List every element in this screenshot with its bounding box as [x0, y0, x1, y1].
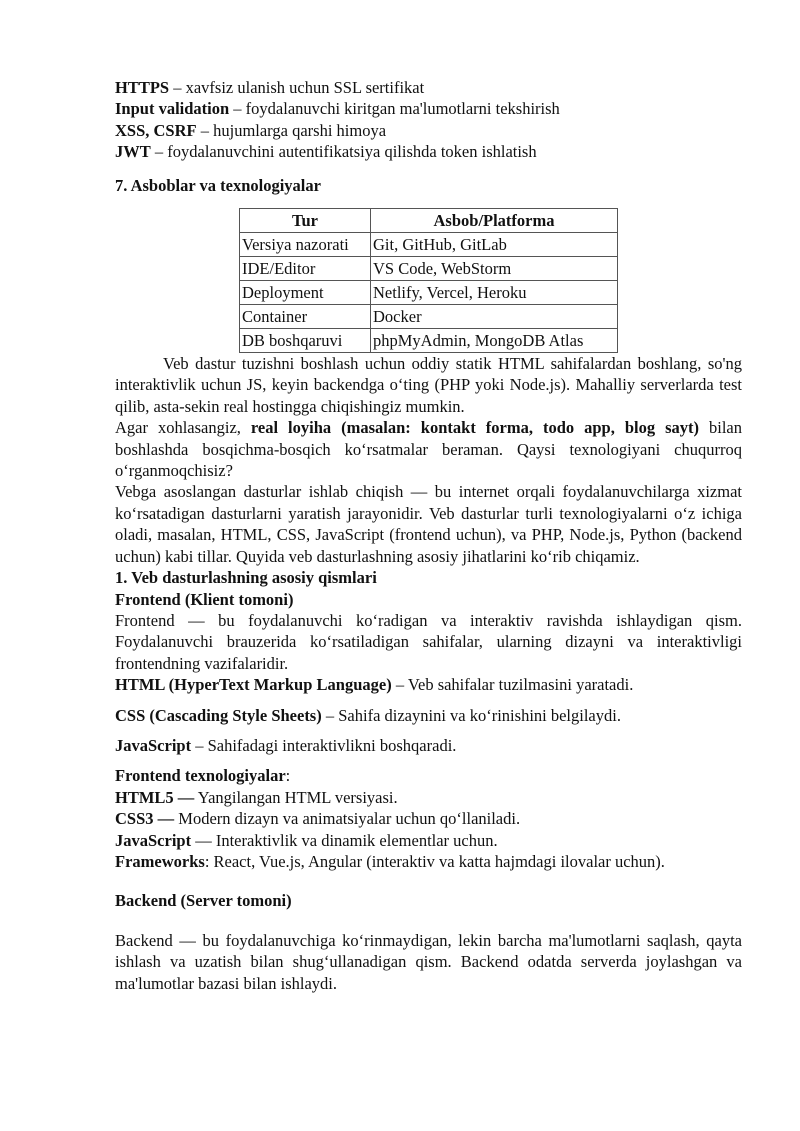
fe-tech-colon: :	[285, 766, 291, 786]
item-desc: – Sahifa dizaynini va ko‘rinishini belgilaydi.	[321, 705, 621, 725]
item-desc: – Sahifadagi interaktivlikni boshqaradi.	[191, 735, 457, 755]
fe-tech-title: Frontend texnologiyalar	[115, 766, 286, 786]
security-term: XSS, CSRF	[115, 120, 197, 140]
item-term: HTML (HyperText Markup Language)	[115, 675, 392, 695]
security-item	[115, 120, 742, 141]
table-cell: IDE/Editor	[240, 257, 371, 281]
table-cell: phpMyAdmin, MongoDB Atlas	[371, 329, 618, 353]
table-row	[240, 233, 618, 257]
fe-tech-item	[115, 808, 742, 829]
fe-tech-item	[115, 830, 742, 851]
start-paragraph: Veb dastur tuzishni boshlash uchun oddiy statik HTML sahifalardan boshlang, so'ng interaktivlik uchun JS, keyin backendga o‘ting (PHP yoki Node.js). Mahalliy serverlarda test qilib, asta-sekin real hostingga chiqishingiz mumkin.	[115, 354, 742, 416]
backend-heading: Backend (Server tomoni)	[115, 891, 292, 911]
item-term: JavaScript	[115, 830, 192, 850]
html-item	[115, 674, 742, 695]
frontend-tech-heading	[115, 765, 742, 786]
security-item	[115, 98, 742, 119]
frontend-heading: Frontend (Klient tomoni)	[115, 589, 294, 609]
item-desc: : React, Vue.js, Angular (interaktiv va katta hajmdagi ilovalar uchun).	[204, 851, 665, 871]
offer-paragraph	[115, 417, 742, 481]
css-item	[115, 705, 742, 726]
security-desc: – hujumlarga qarshi himoya	[196, 120, 387, 140]
backend-paragraph: Backend — bu foydalanuvchiga ko‘rinmaydigan, lekin barcha ma'lumotlarni saqlash, qayta ishlash va uzatish bilan shug‘ullanadigan qism. Backend odatda serverda joylashgan va ma'lumotlar bazasi bilan ishlaydi.	[115, 930, 742, 993]
security-item	[115, 141, 742, 162]
table-row	[240, 329, 618, 353]
item-desc: — Interaktivlik va dinamik elementlar uchun.	[191, 830, 498, 850]
table-row	[240, 305, 618, 329]
tools-table	[239, 208, 618, 353]
table-row	[240, 281, 618, 305]
offer-text: bilan boshlashda bosqichma-bosqich ko‘rsatmalar beraman. Qaysi texnologiyani chuqurroq o‘rganmoqchisiz?	[115, 418, 742, 481]
section-7-heading: 7. Asboblar va texnologiyalar	[115, 175, 321, 195]
item-term: CSS3 —	[115, 809, 175, 829]
table-header: Tur	[240, 209, 371, 233]
table-row	[240, 257, 618, 281]
table-header: Asbob/Platforma	[371, 209, 618, 233]
table-cell: Netlify, Vercel, Heroku	[371, 281, 618, 305]
security-term: HTTPS	[115, 78, 170, 97]
item-term: JavaScript	[115, 735, 192, 755]
item-desc: Yangilangan HTML versiyasi.	[194, 787, 398, 807]
item-desc: Modern dizayn va animatsiyalar uchun qo‘llaniladi.	[174, 809, 521, 829]
security-desc: – foydalanuvchini autentifikatsiya qilishda token ishlatish	[150, 142, 537, 162]
table-cell: Docker	[371, 305, 618, 329]
fe-tech-item	[115, 851, 742, 872]
offer-text: Agar xohlasangiz,	[115, 418, 251, 438]
table-cell: Deployment	[240, 281, 371, 305]
security-desc: – xavfsiz ulanish uchun SSL sertifikat	[169, 78, 425, 97]
security-term: Input validation	[115, 99, 230, 119]
table-cell: Versiya nazorati	[240, 233, 371, 257]
table-cell: Git, GitHub, GitLab	[371, 233, 618, 257]
security-list	[115, 77, 742, 163]
item-term: Frameworks	[115, 851, 205, 871]
table-cell: VS Code, WebStorm	[371, 257, 618, 281]
fe-tech-item	[115, 787, 742, 808]
security-item	[115, 77, 742, 98]
security-desc: – foydalanuvchi kiritgan ma'lumotlarni tekshirish	[229, 99, 560, 119]
frontend-paragraph: Frontend — bu foydalanuvchi ko‘radigan va interaktiv ravishda ishlaydigan qism. Foydalanuvchi brauzerida ko‘rsatiladigan sahifalar, ularning dizayni va interaktivligi frontendning vazifalaridir.	[115, 610, 742, 673]
table-cell: Container	[240, 305, 371, 329]
intro-paragraph: Vebga asoslangan dasturlar ishlab chiqish — bu internet orqali foydalanuvchilarga xizmat ko‘rsatadigan dasturlarni yaratish jarayonidir. Veb dasturlar turli texnologiyalarni o‘z ichiga oladi, masalan, HTML, CSS, JavaScript (frontend uchun), va PHP, Node.js, Python (backend uchun) kabi tillar. Quyida veb dasturlashning asosiy jihatlarini ko‘rib chiqamiz.	[115, 482, 742, 566]
js-item	[115, 735, 742, 756]
table-header-row	[240, 209, 618, 233]
offer-bold-text: real loyiha (masalan: kontakt forma, todo app, blog sayt)	[250, 418, 699, 438]
table-cell: DB boshqaruvi	[240, 329, 371, 353]
item-term: CSS (Cascading Style Sheets)	[115, 705, 322, 725]
item-desc: – Veb sahifalar tuzilmasini yaratadi.	[391, 675, 634, 695]
item-term: HTML5 —	[115, 787, 195, 807]
security-term: JWT	[115, 142, 151, 162]
section-1-heading: 1. Veb dasturlashning asosiy qismlari	[115, 568, 377, 588]
document-content	[115, 77, 742, 994]
